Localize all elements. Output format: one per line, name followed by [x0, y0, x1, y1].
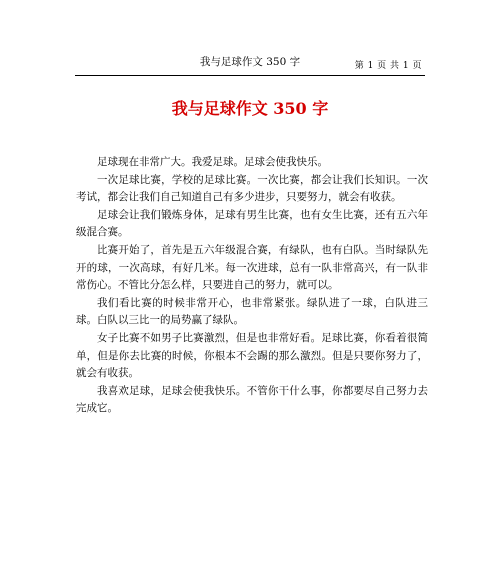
- paragraph: 比赛开始了，首先是五六年级混合赛，有绿队，也有白队。当时绿队先开的球，一次高球，有好几米。每一次进球，总有一队非常高兴，有一队非常伤心。不管比分怎么样，只要进自己的努力，就可以。: [76, 243, 428, 292]
- paragraph: 一次足球比赛，学校的足球比赛。一次比赛，都会让我们长知识。一次考试，都会让我们自己知道自己有多少进步，只要努力，就会有收获。: [76, 173, 428, 204]
- paragraph: 足球会让我们锻炼身体，足球有男生比赛，也有女生比赛，还有五六年级混合赛。: [76, 208, 428, 239]
- header-title: 我与足球作文 350 字: [199, 56, 301, 68]
- header-page-info: 第 1 页 共 1 页: [354, 61, 422, 71]
- document-body: [76, 154, 428, 418]
- paragraph: 足球现在非常广大。我爱足球。足球会使我快乐。: [97, 156, 328, 168]
- header-divider: [75, 75, 425, 76]
- document-title: 我与足球作文 350 字: [171, 99, 329, 118]
- paragraph: 女子比赛不如男子比赛激烈，但是也非常好看。足球比赛，你看着很简单，但是你去比赛的时候，你根本不会踢的那么激烈。但是只要你努力了，就会有收获。: [76, 331, 428, 380]
- paragraph: 我们看比赛的时候非常开心，也非常紧张。绿队进了一球，白队进三球。白队以三比一的局势赢了绿队。: [76, 296, 428, 327]
- paragraph: 我喜欢足球，足球会使我快乐。不管你干什么事，你都要尽自己努力去完成它。: [76, 384, 428, 415]
